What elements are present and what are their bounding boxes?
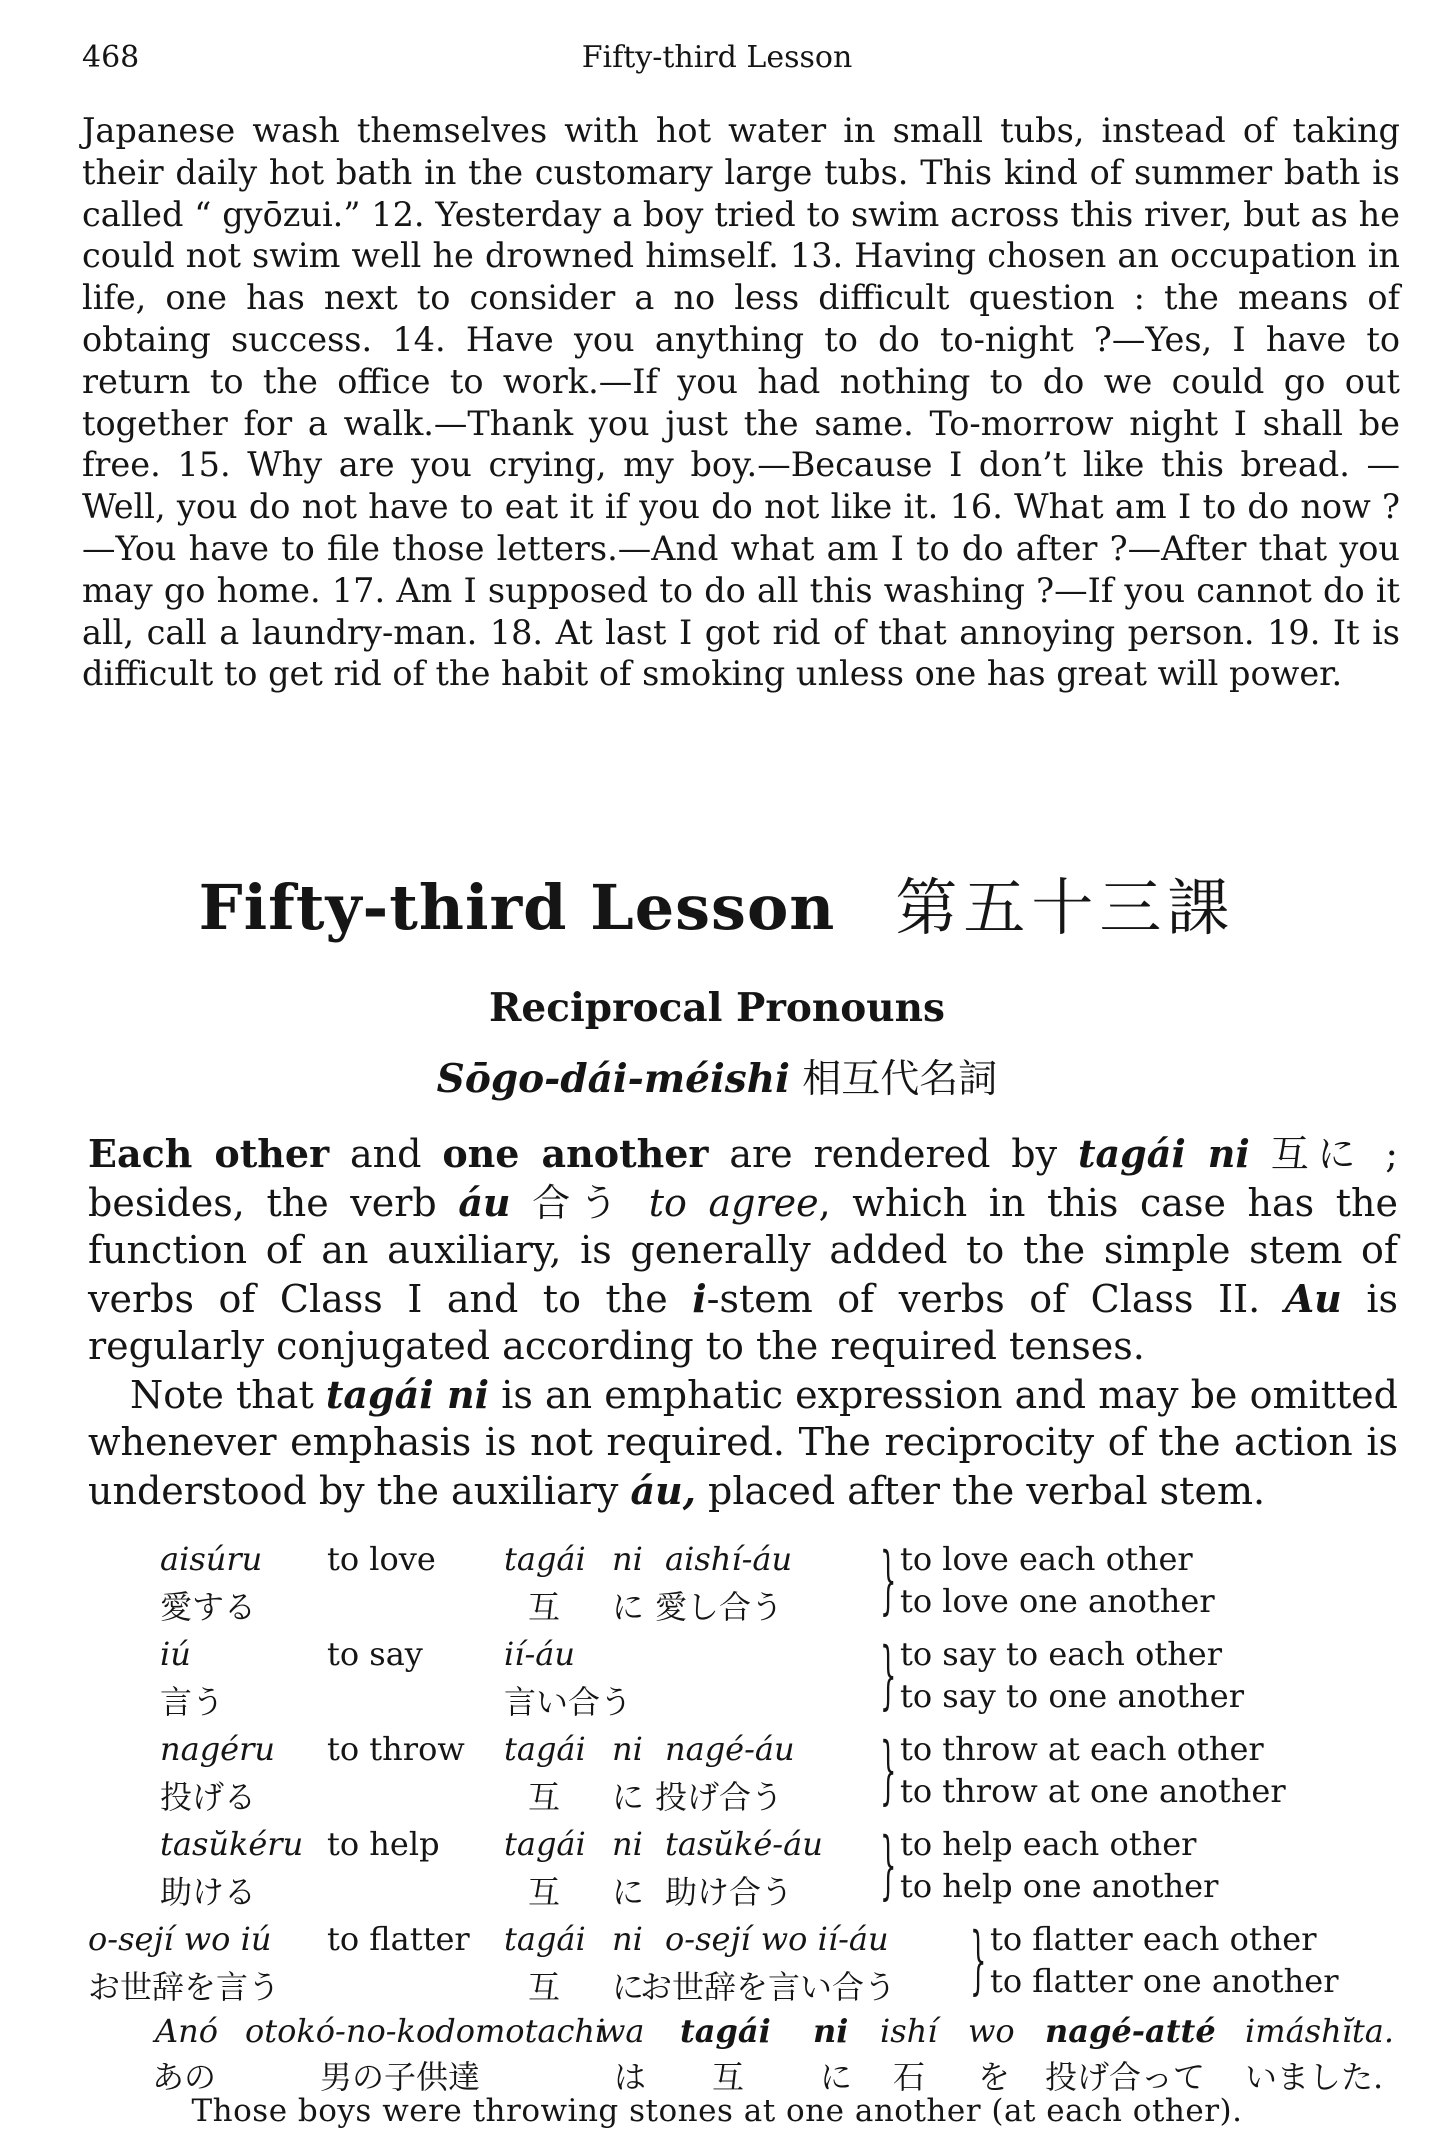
term-tagai-ni: tagái ni — [1077, 1131, 1250, 1176]
example-kana: 投げ合って — [1045, 2058, 1206, 2096]
brace: } — [880, 1632, 897, 1718]
example-verb: o-sejí wo ií-áu — [665, 1920, 889, 1958]
term-au: áu — [458, 1179, 511, 1225]
translation-1: to flatter each other — [990, 1920, 1317, 1958]
example-kana: あの — [152, 2058, 217, 2096]
translation-1: to help each other — [900, 1825, 1197, 1863]
example-tagai: tagái — [504, 1540, 586, 1578]
kana-verb: 言い合う — [504, 1683, 633, 1721]
verb-kana: 投げる — [160, 1778, 257, 1816]
kana-ni: に — [612, 1778, 645, 1816]
brace: } — [880, 1537, 897, 1623]
section-subheading — [0, 1048, 1434, 1104]
brace: } — [880, 1727, 897, 1813]
term-to-agree: to agree — [648, 1180, 819, 1225]
text-run: placed after the verbal stem. — [695, 1468, 1266, 1513]
page-number: 468 — [82, 40, 140, 75]
example-ni: ni — [612, 1540, 643, 1578]
verb-meaning: to love — [327, 1540, 436, 1578]
verb-row — [0, 1632, 1434, 1721]
term-au-cap: Au — [1284, 1275, 1342, 1321]
example-ni: ni — [612, 1730, 643, 1768]
verb-romaji: aisúru — [160, 1540, 263, 1578]
text-run: and — [329, 1132, 443, 1176]
example-word: otokó-no-kodomotachi — [245, 2012, 606, 2050]
term-tagai-ni: tagái ni — [325, 1371, 490, 1417]
subheading-romaji: Sōgo-dái-méishi — [436, 1056, 790, 1102]
verb-meaning: to help — [327, 1825, 440, 1863]
example-verb: tasŭké-áu — [665, 1825, 823, 1863]
explanation-paragraph-1 — [88, 1130, 1398, 1371]
kana-verb: 愛し合う — [655, 1588, 784, 1626]
translation-2: to say to one another — [900, 1677, 1244, 1715]
text-run: is an emphatic expression and may be omitted whenever emphasis is not required. The reciprocity of the action is understood by the auxiliary — [88, 1372, 1398, 1513]
example-ni: ni — [612, 1825, 643, 1863]
verb-romaji: iú — [160, 1635, 191, 1673]
term-i: i — [692, 1275, 707, 1321]
example-tagai: tagái — [504, 1730, 586, 1768]
verb-kana: 助ける — [160, 1873, 257, 1911]
translation-2: to throw at one another — [900, 1772, 1286, 1810]
example-kana: 男の子供達 — [320, 2058, 481, 2096]
example-tagai: tagái — [504, 1825, 586, 1863]
example-kana: いました. — [1245, 2058, 1384, 2096]
text-run: Note that — [130, 1372, 326, 1417]
lesson-title — [0, 858, 1434, 947]
verb-kana: 言う — [160, 1683, 225, 1721]
verb-kana: 愛する — [160, 1588, 257, 1626]
verb-meaning: to throw — [327, 1730, 465, 1768]
verb-row — [0, 1822, 1434, 1911]
example-word: ishí — [880, 2012, 938, 2050]
text-run: is regularly conjugated according to the required tenses. — [88, 1276, 1398, 1368]
example-kana: は — [614, 2058, 647, 2096]
verb-romaji: tasŭkéru — [160, 1825, 304, 1863]
verb-meaning: to say — [327, 1635, 423, 1673]
text-run: 互に ; besides, the verb — [88, 1132, 1398, 1225]
kana-ni: に — [612, 1968, 645, 2006]
translation-2: to love one another — [900, 1582, 1215, 1620]
term-au: áu, — [630, 1467, 696, 1513]
example-word: tagái — [680, 2012, 771, 2050]
lesson-title-kanji: 第五十三課 — [895, 871, 1236, 944]
example-word: wa — [598, 2012, 645, 2050]
brace: } — [880, 1822, 897, 1908]
example-kana: 互 — [712, 2058, 745, 2096]
text-run: are rendered by — [708, 1132, 1078, 1176]
verb-row — [0, 1727, 1434, 1816]
previous-lesson-text: Japanese wash themselves with hot water in small tubs, instead of taking their daily hot bath in the customary large tubs. This kind of summer bath is called “ gyōzui.” 12. Yesterday a boy tried to swim across this river, but as he could not swim well he drowned himself. 13. Having chosen an occupation in life, one has next to consider a no less difficult question : the means of obtaing success. 14. Have you anything to do to-night ?—Yes, I have to return to the office to work.—If you had nothing to do we could go out together for a walk.—Thank you just the same. To-morrow night I shall be free. 15. Why are you crying, my boy.—Because I don’t like this bread. —Well, you do not have to eat it if you do not like it. 16. What am I to do now ?—You have to file those letters.—And what am I to do after ?—After that you may go home. 17. Am I supposed to do all this washing ?—If you cannot do it all, call a laundry-man. 18. At last I got rid of that annoying person. 19. It is difficult to get rid of the habit of smoking unless one has great will power. — [82, 111, 1400, 694]
example-word: nagé-atté — [1045, 2012, 1216, 2050]
brace: } — [970, 1917, 987, 2003]
term-each-other: Each other — [88, 1131, 330, 1176]
lesson-title-text: Fifty-third Lesson — [198, 871, 836, 944]
section-heading: Reciprocal Pronouns — [489, 985, 945, 1031]
example-kana: 石 — [893, 2058, 926, 2096]
verb-romaji: nagéru — [160, 1730, 276, 1768]
translation-1: to love each other — [900, 1540, 1193, 1578]
kana-tagai: 互 — [528, 1778, 561, 1816]
kana-verb: お世辞を言い合う — [640, 1968, 897, 2006]
verb-romaji: o-sejí wo iú — [88, 1920, 272, 1958]
kana-verb: 助け合う — [665, 1873, 794, 1911]
kana-ni: に — [612, 1588, 645, 1626]
running-title: Fifty-third Lesson — [581, 40, 853, 75]
verb-row — [0, 1537, 1434, 1626]
verb-kana: お世辞を言う — [88, 1968, 281, 2006]
term-one-another: one another — [442, 1131, 709, 1176]
kana-verb: 投げ合う — [655, 1778, 784, 1816]
example-word: ni — [813, 2012, 849, 2050]
verb-meaning: to flatter — [327, 1920, 470, 1958]
verb-row — [0, 1917, 1434, 2006]
translation-1: to say to each other — [900, 1635, 1223, 1673]
example-verb: nagé-áu — [665, 1730, 795, 1768]
example-ni: ni — [612, 1920, 643, 1958]
example-verb: aishí-áu — [665, 1540, 793, 1578]
example-word: wo — [968, 2012, 1015, 2050]
text-run: -stem of verbs of Class II. — [706, 1276, 1285, 1321]
kana-ni: に — [612, 1873, 645, 1911]
translation-2: to flatter one another — [990, 1962, 1339, 2000]
explanation — [88, 1130, 1398, 1515]
text-run: , which in this case has the function of an auxiliary, is generally added to the simple stem of verbs of Class I and to the — [88, 1180, 1398, 1321]
page-header — [82, 40, 1352, 80]
text-run: 合う — [510, 1180, 649, 1225]
example-tagai: tagái — [504, 1920, 586, 1958]
example-translation: Those boys were throwing stones at one another (at each other). — [191, 2093, 1243, 2129]
translation-1: to throw at each other — [900, 1730, 1264, 1768]
subheading-kanji: 相互代名詞 — [802, 1057, 998, 1102]
example-word: Anó — [155, 2012, 218, 2050]
kana-tagai: 互 — [528, 1588, 561, 1626]
example-kana: を — [978, 2058, 1011, 2096]
example-word: imáshĭta. — [1245, 2012, 1395, 2050]
example-verb: ií-áu — [504, 1635, 575, 1673]
explanation-paragraph-2 — [88, 1371, 1398, 1516]
example-kana: に — [820, 2058, 853, 2096]
kana-tagai: 互 — [528, 1968, 561, 2006]
translation-2: to help one another — [900, 1867, 1219, 1905]
kana-tagai: 互 — [528, 1873, 561, 1911]
